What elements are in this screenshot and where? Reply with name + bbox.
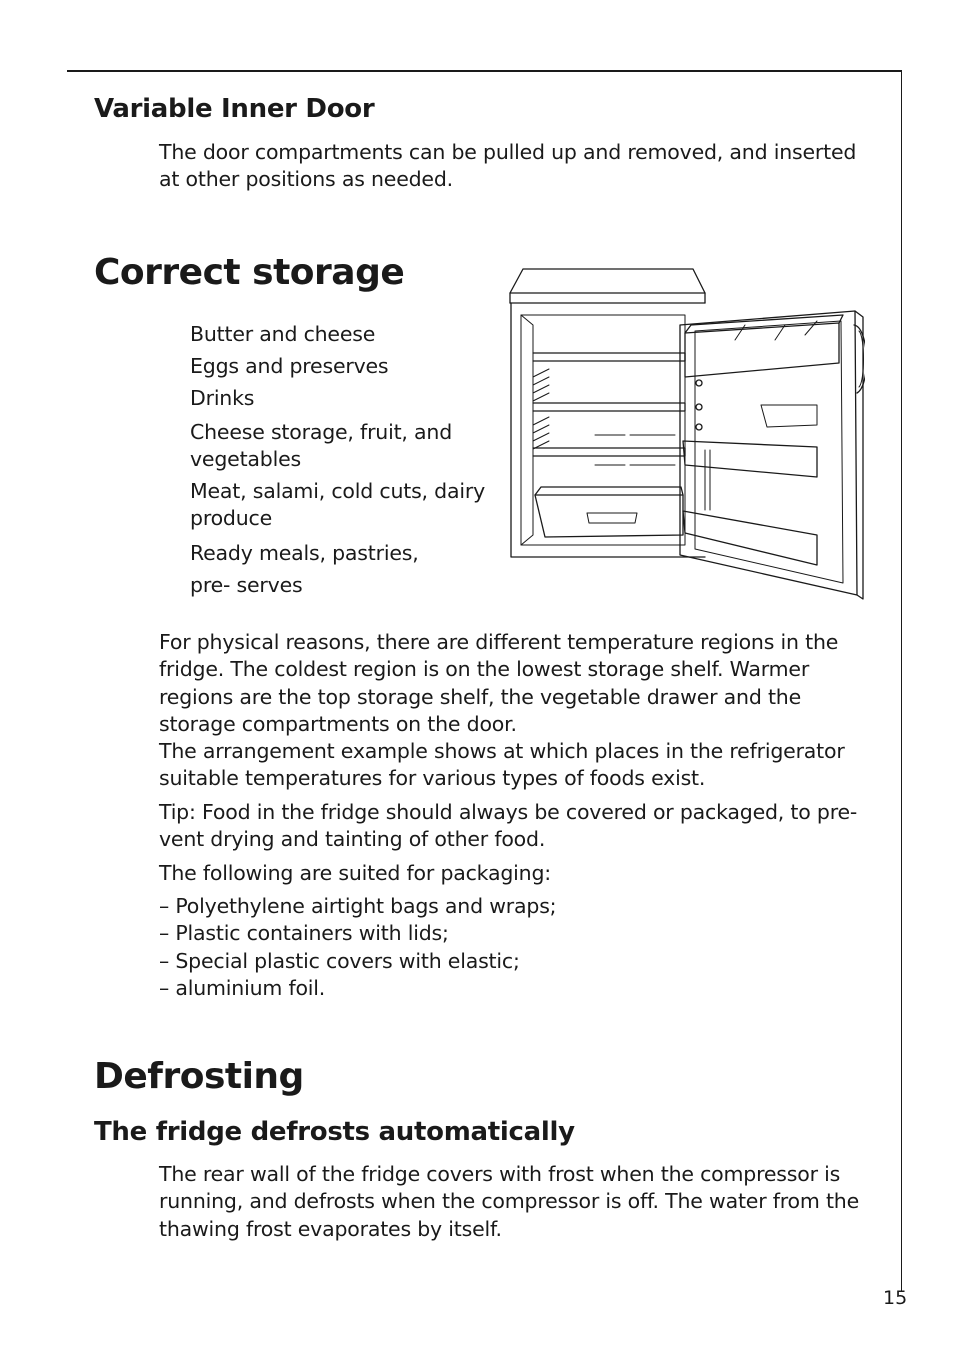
packaging-intro: The following are suited for packaging: bbox=[159, 861, 551, 885]
packaging-list bbox=[159, 893, 556, 1002]
storage-item: Meat, salami, cold cuts, dairy produce bbox=[190, 479, 486, 530]
page-number: 15 bbox=[883, 1287, 908, 1309]
tip-label: Tip: bbox=[159, 800, 196, 824]
packaging-item: – Plastic containers with lids; bbox=[159, 921, 449, 946]
storage-item: Butter and cheese bbox=[190, 322, 376, 346]
packaging-item: – Special plastic covers with elastic; bbox=[159, 948, 520, 973]
storage-item: Drinks bbox=[190, 386, 255, 410]
defrost-paragraph: The rear wall of the fridge covers with frost when the compressor is running, and defrosts when the compressor is off. The water from the thawing frost evaporates by itself. bbox=[159, 1162, 860, 1241]
storage-item: Cheese storage, fruit, and vegetables bbox=[190, 420, 453, 471]
subheading-auto-defrost: The fridge defrosts automatically bbox=[94, 1117, 575, 1147]
storage-list bbox=[190, 322, 490, 601]
tip-paragraph bbox=[159, 799, 867, 854]
section-heading-correct-storage: Correct storage bbox=[94, 252, 405, 293]
tip-text: Food in the fridge should always be covered or packaged, to pre- vent drying and tainting of other food. bbox=[159, 800, 858, 852]
right-margin-rule bbox=[901, 70, 902, 1292]
section-heading-inner-door: Variable Inner Door bbox=[94, 94, 375, 124]
temperature-regions-paragraph: For physical reasons, there are different temperature regions in the fridge. The coldest region is on the lowest storage shelf. Warmer regions are the top storage shelf, the vegetable drawer and the storage compartments on the door. bbox=[159, 630, 839, 736]
storage-item: Eggs and preserves bbox=[190, 354, 389, 378]
section-heading-defrosting: Defrosting bbox=[94, 1056, 304, 1097]
top-rule bbox=[67, 70, 902, 72]
packaging-item: – aluminium foil. bbox=[159, 975, 326, 1000]
inner-door-paragraph: The door compartments can be pulled up and removed, and inserted at other positions as needed. bbox=[159, 140, 857, 192]
storage-item: Ready meals, pastries, pre- serves bbox=[190, 541, 419, 597]
fridge-illustration bbox=[505, 265, 865, 600]
packaging-item: – Polyethylene airtight bags and wraps; bbox=[159, 894, 557, 918]
arrangement-paragraph: The arrangement example shows at which places in the refrigerator suitable temperatures for various types of foods exist. bbox=[159, 739, 845, 791]
